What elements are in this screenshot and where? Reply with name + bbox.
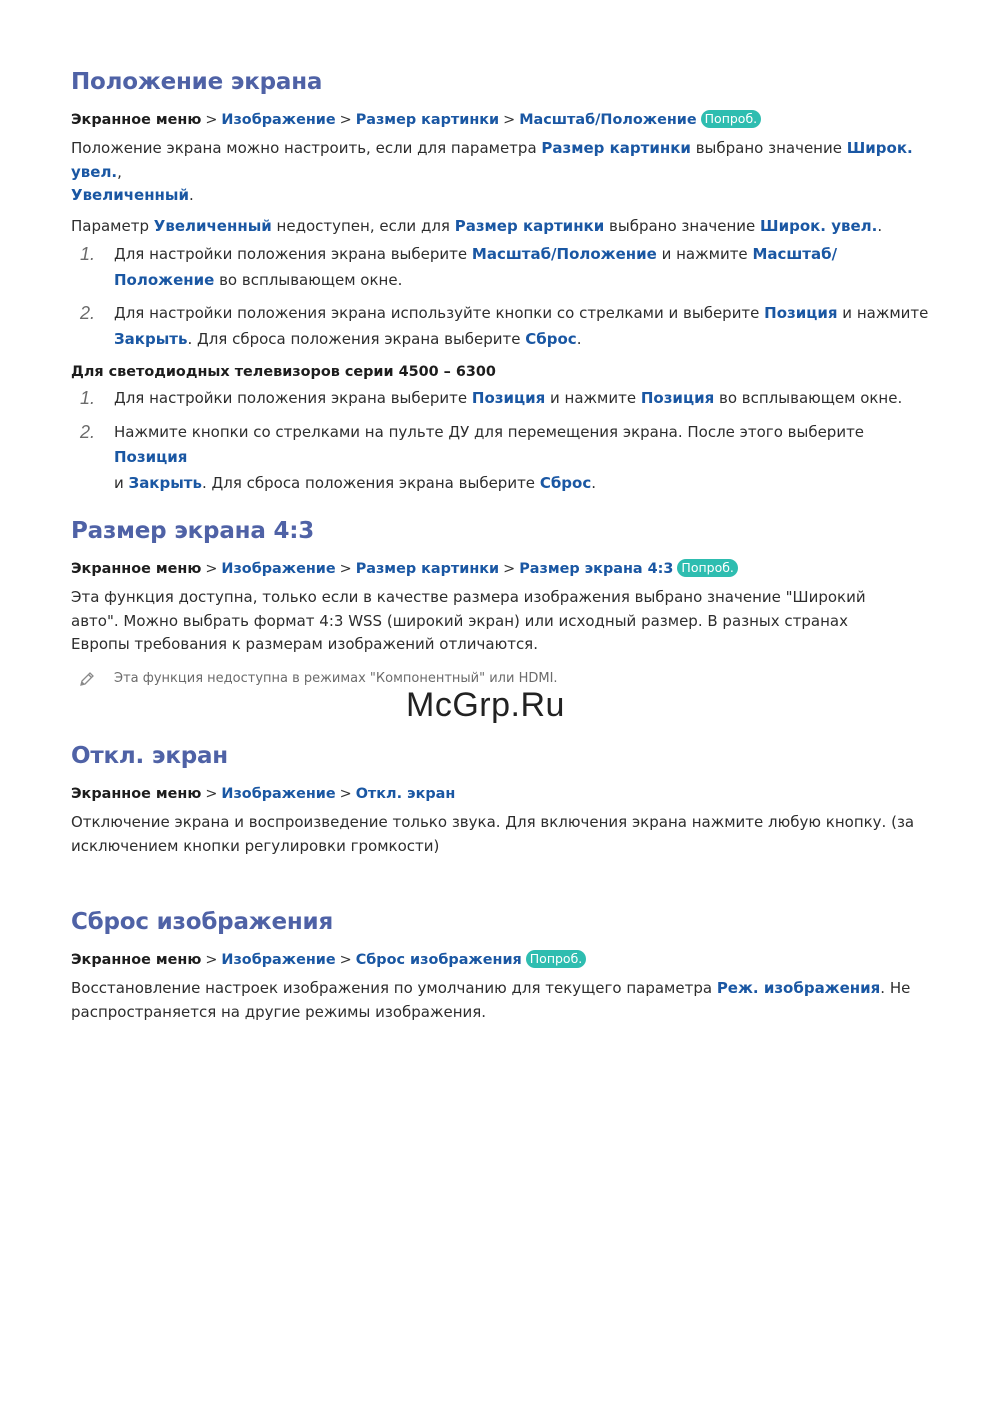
try-now-badge[interactable]: Попроб. xyxy=(526,950,586,968)
menu-path xyxy=(71,784,931,804)
text: Нажмите кнопки со стрелками на пульте ДУ для перемещения экрана. После этого выберите xyxy=(114,422,865,441)
paragraph xyxy=(71,137,931,208)
paragraph: Эта функция доступна, только если в качестве размера изображения выбрано значение "Широкий авто". Можно выбрать формат 4:3 WSS (широкий экран) или исходный размер. В разных странах Европы требования к размерам изображений отличаются. xyxy=(71,588,866,653)
text: Для настройки положения экрана выберите xyxy=(114,389,472,407)
highlight: Сброс xyxy=(525,329,577,348)
path-item: Экранное меню xyxy=(71,561,202,577)
text: Положение экрана можно настроить, если для параметра xyxy=(71,139,542,157)
text: . xyxy=(877,216,883,235)
paragraph xyxy=(71,215,931,239)
pencil-icon xyxy=(79,671,95,687)
try-now-badge[interactable]: Попроб. xyxy=(701,110,761,128)
highlight: Размер картинки xyxy=(454,216,605,235)
text: Параметр xyxy=(71,216,154,235)
section-title: Откл. экран xyxy=(71,743,229,769)
watermark: McGrp.Ru xyxy=(406,686,565,724)
highlight: Масштаб/Положение xyxy=(114,245,838,289)
path-item: Экранное меню xyxy=(71,952,202,968)
path-separator: > xyxy=(339,561,352,577)
section-screen-size-43 xyxy=(71,516,931,689)
path-item[interactable]: Размер картинки xyxy=(355,112,500,128)
text: Восстановление настроек изображения по умолчанию для текущего параметра xyxy=(71,979,717,997)
path-separator: > xyxy=(205,112,218,128)
step-number: 1. xyxy=(80,244,96,264)
path-separator: > xyxy=(339,952,352,968)
path-separator: > xyxy=(205,561,218,577)
text: выбрано значение xyxy=(690,139,847,157)
text: и нажмите xyxy=(545,389,641,407)
menu-path xyxy=(71,950,931,970)
text: выбрано значение xyxy=(604,216,761,235)
menu-path xyxy=(71,110,931,130)
highlight: Широк. увел. xyxy=(71,139,913,181)
section-title: Положение экрана xyxy=(71,69,323,95)
try-now-badge[interactable]: Попроб. xyxy=(677,559,737,577)
section-screen-off xyxy=(71,741,931,858)
highlight: Сброс xyxy=(539,473,592,492)
path-separator: > xyxy=(205,952,218,968)
highlight: Масштаб/Положение xyxy=(471,245,657,263)
path-item[interactable]: Сброс изображения xyxy=(355,952,522,968)
steps-list xyxy=(71,386,931,496)
step-number: 1. xyxy=(80,388,96,408)
highlight: Размер картинки xyxy=(541,139,691,157)
highlight: Закрыть xyxy=(128,473,202,492)
path-separator: > xyxy=(503,112,516,128)
menu-path xyxy=(71,559,931,579)
path-separator: > xyxy=(205,786,218,802)
text: во всплывающем окне. xyxy=(214,270,403,289)
highlight: Закрыть xyxy=(114,329,188,348)
section-screen-position xyxy=(71,67,931,496)
highlight: Реж. изображения xyxy=(716,979,881,997)
path-item[interactable]: Масштаб/Положение xyxy=(519,112,697,128)
highlight: Позиция xyxy=(640,389,715,407)
text: и нажмите xyxy=(837,304,929,322)
subheading: Для светодиодных телевизоров серии 4500 – 6300 xyxy=(71,364,496,380)
path-item: Экранное меню xyxy=(71,786,202,802)
section-picture-reset xyxy=(71,907,931,1024)
text: . xyxy=(591,473,597,492)
text: Для настройки положения экрана используйте кнопки со стрелками и выберите xyxy=(114,304,765,322)
path-item[interactable]: Изображение xyxy=(221,786,336,802)
text: и xyxy=(114,473,129,492)
paragraph xyxy=(71,977,921,1024)
highlight: Увеличенный xyxy=(71,186,190,204)
list-item xyxy=(71,386,931,412)
highlight: Позиция xyxy=(114,448,188,466)
steps-list xyxy=(71,242,931,352)
text: , xyxy=(117,162,122,181)
highlight: Увеличенный xyxy=(153,216,272,235)
text: . xyxy=(189,186,194,204)
path-item[interactable]: Изображение xyxy=(221,112,336,128)
path-item[interactable]: Изображение xyxy=(221,952,336,968)
note-text: Эта функция недоступна в режимах "Компонентный" или HDMI. xyxy=(114,670,558,686)
highlight: Широк. увел. xyxy=(760,216,878,235)
path-item[interactable]: Откл. экран xyxy=(355,786,456,802)
path-separator: > xyxy=(503,561,516,577)
path-item: Экранное меню xyxy=(71,112,202,128)
list-item xyxy=(71,301,931,352)
text: . Для сброса положения экрана выберите xyxy=(187,329,526,348)
path-item[interactable]: Изображение xyxy=(221,561,336,577)
step-number: 2. xyxy=(80,303,96,323)
list-item xyxy=(71,420,931,497)
list-item xyxy=(71,242,931,293)
section-title: Размер экрана 4:3 xyxy=(71,518,315,544)
text: во всплывающем окне. xyxy=(714,389,903,407)
text: недоступен, если для xyxy=(271,216,455,235)
highlight: Позиция xyxy=(471,389,546,407)
path-item[interactable]: Размер экрана 4:3 xyxy=(519,561,674,577)
text: . Для сброса положения экрана выберите xyxy=(201,473,540,492)
highlight: Позиция xyxy=(764,304,838,322)
text: . xyxy=(576,329,582,348)
paragraph: Отключение экрана и воспроизведение только звука. Для включения экрана нажмите любую кнопку. (за исключением кнопки регулировки громкости) xyxy=(71,813,915,855)
text: . Не распространяется на другие режимы изображения. xyxy=(71,979,911,1021)
text: и нажмите xyxy=(656,245,753,263)
step-number: 2. xyxy=(80,421,96,442)
text: Для настройки положения экрана выберите xyxy=(114,245,472,263)
path-separator: > xyxy=(339,112,352,128)
path-separator: > xyxy=(339,786,352,802)
path-item[interactable]: Размер картинки xyxy=(355,561,500,577)
section-title: Сброс изображения xyxy=(71,909,334,935)
